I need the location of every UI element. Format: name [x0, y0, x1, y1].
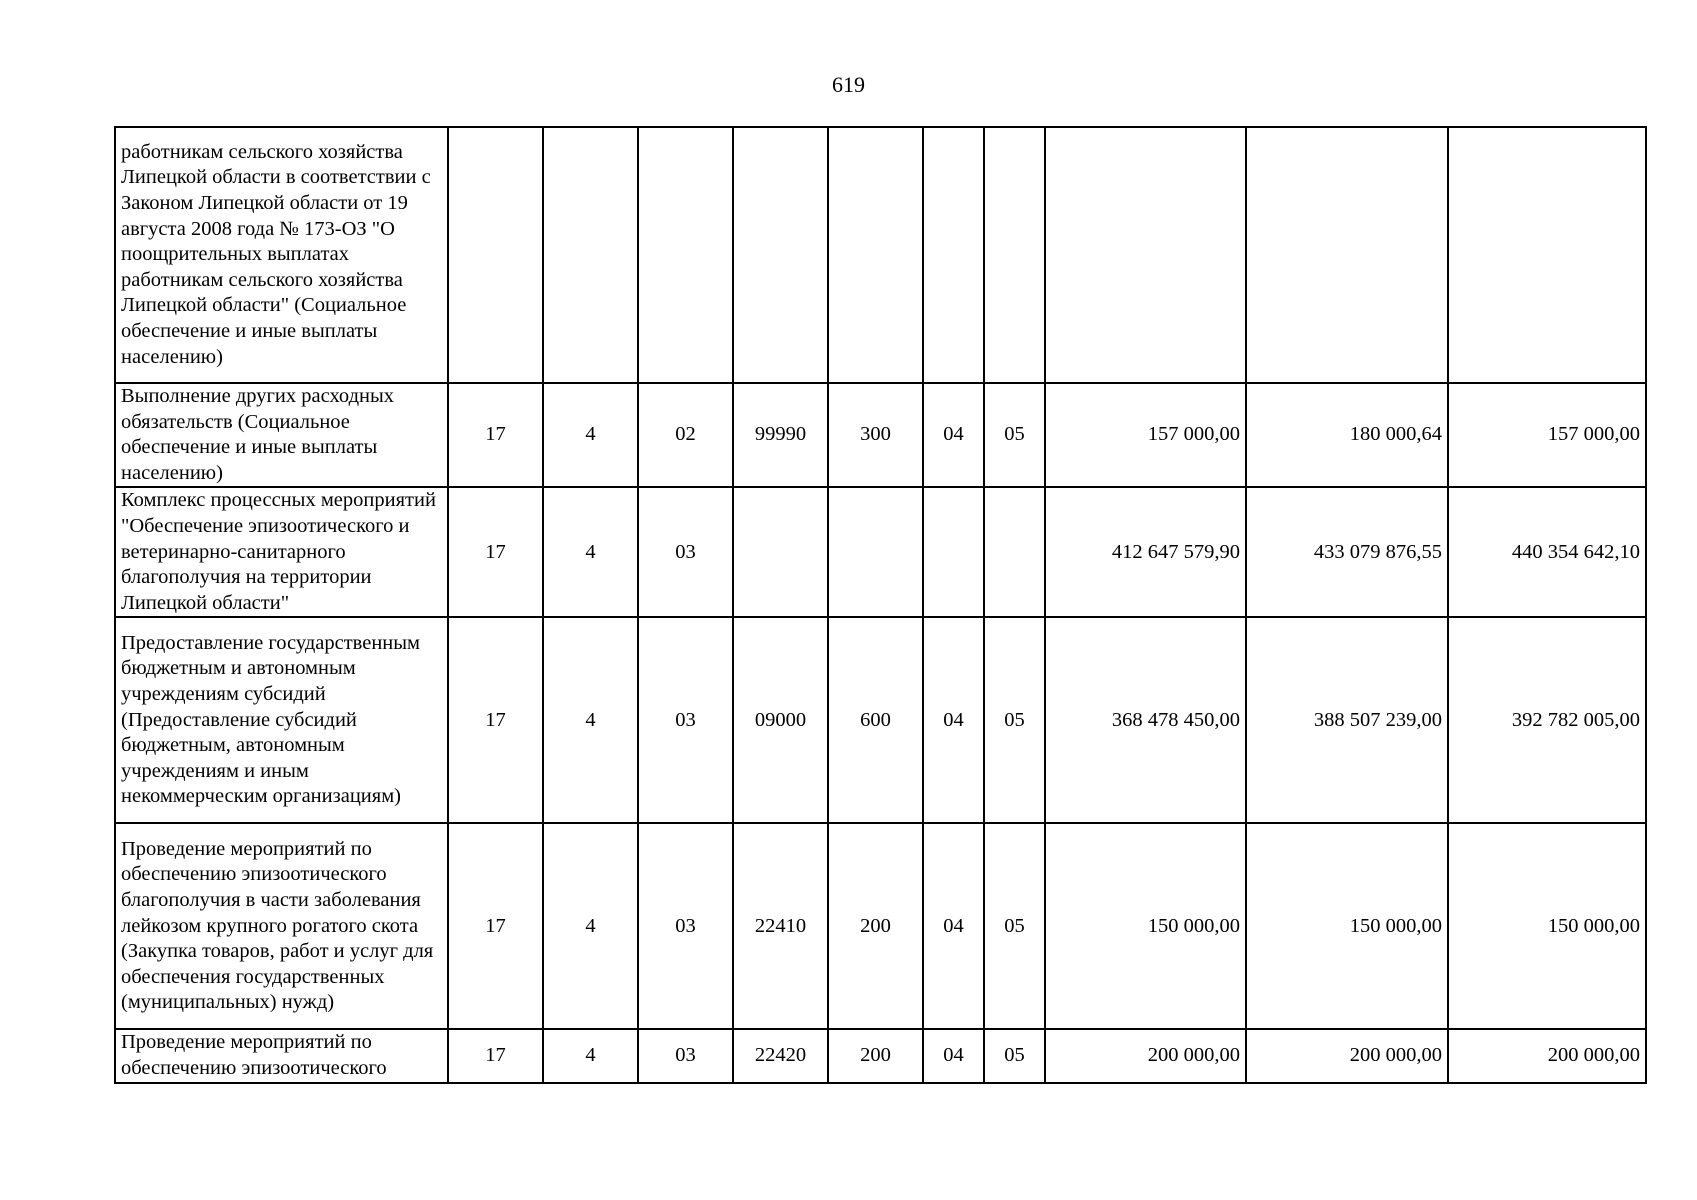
- row-name-cell: Проведение мероприятий по обеспечению эпизоотического: [115, 1029, 448, 1082]
- code-cell: 4: [543, 383, 638, 487]
- code-cell: 22410: [733, 823, 828, 1029]
- code-cell: [923, 487, 984, 617]
- code-cell: 22420: [733, 1029, 828, 1082]
- amount-cell: 440 354 642,10: [1448, 487, 1646, 617]
- code-cell: 4: [543, 1029, 638, 1082]
- code-cell: 05: [984, 823, 1045, 1029]
- code-cell: 04: [923, 1029, 984, 1082]
- code-cell: 300: [828, 383, 923, 487]
- code-cell: [828, 127, 923, 383]
- code-cell: 09000: [733, 617, 828, 823]
- row-name-cell: Комплекс процессных мероприятий "Обеспечение эпизоотического и ветеринарно-санитарного благополучия на территории Липецкой области": [115, 487, 448, 617]
- code-cell: 02: [638, 383, 733, 487]
- code-cell: 17: [448, 487, 543, 617]
- code-cell: [638, 127, 733, 383]
- code-cell: 05: [984, 1029, 1045, 1082]
- row-name-cell: Выполнение других расходных обязательств (Социальное обеспечение и иные выплаты населению): [115, 383, 448, 487]
- row-name-cell: работникам сельского хозяйства Липецкой области в соответствии с Законом Липецкой области от 19 августа 2008 года № 173-ОЗ "О поощрительных выплатах работникам сельского хозяйства Липецкой области" (Социальное обеспечение и иные выплаты населению): [115, 127, 448, 383]
- amount-cell: 433 079 876,55: [1246, 487, 1448, 617]
- code-cell: 17: [448, 383, 543, 487]
- page-number: 619: [832, 72, 865, 97]
- code-cell: 04: [923, 383, 984, 487]
- code-cell: 04: [923, 617, 984, 823]
- code-cell: 17: [448, 1029, 543, 1082]
- row-name-cell: Проведение мероприятий по обеспечению эпизоотического благополучия в части заболевания лейкозом крупного рогатого скота (Закупка товаров, работ и услуг для обеспечения государственных (муниципальных) нужд): [115, 823, 448, 1029]
- code-cell: 4: [543, 617, 638, 823]
- code-cell: 03: [638, 617, 733, 823]
- code-cell: 03: [638, 823, 733, 1029]
- code-cell: 04: [923, 823, 984, 1029]
- code-cell: 17: [448, 823, 543, 1029]
- table-row: [115, 383, 1646, 487]
- table-body: [115, 127, 1646, 1083]
- table-row: [115, 127, 1646, 383]
- amount-cell: 412 647 579,90: [1045, 487, 1246, 617]
- amount-cell: 200 000,00: [1045, 1029, 1246, 1082]
- code-cell: [984, 127, 1045, 383]
- amount-cell: 150 000,00: [1045, 823, 1246, 1029]
- code-cell: [984, 487, 1045, 617]
- amount-cell: 157 000,00: [1448, 383, 1646, 487]
- amount-cell: 200 000,00: [1246, 1029, 1448, 1082]
- amount-cell: 200 000,00: [1448, 1029, 1646, 1082]
- code-cell: 17: [448, 617, 543, 823]
- code-cell: [448, 127, 543, 383]
- code-cell: 03: [638, 1029, 733, 1082]
- code-cell: [543, 127, 638, 383]
- code-cell: 05: [984, 617, 1045, 823]
- row-name-cell: Предоставление государственным бюджетным и автономным учреждениям субсидий (Предоставление субсидий бюджетным, автономным учреждениям и иным некоммерческим организациям): [115, 617, 448, 823]
- code-cell: 200: [828, 823, 923, 1029]
- table-row: [115, 617, 1646, 823]
- table-row: [115, 1029, 1646, 1082]
- code-cell: 4: [543, 823, 638, 1029]
- table-row: [115, 487, 1646, 617]
- table-row: [115, 823, 1646, 1029]
- amount-cell: 392 782 005,00: [1448, 617, 1646, 823]
- budget-table: [114, 126, 1647, 1084]
- amount-cell: 157 000,00: [1045, 383, 1246, 487]
- code-cell: 4: [543, 487, 638, 617]
- amount-cell: 388 507 239,00: [1246, 617, 1448, 823]
- amount-cell: 150 000,00: [1448, 823, 1646, 1029]
- amount-cell: [1448, 127, 1646, 383]
- amount-cell: 368 478 450,00: [1045, 617, 1246, 823]
- amount-cell: [1246, 127, 1448, 383]
- code-cell: [733, 487, 828, 617]
- code-cell: [828, 487, 923, 617]
- code-cell: 03: [638, 487, 733, 617]
- amount-cell: 180 000,64: [1246, 383, 1448, 487]
- amount-cell: [1045, 127, 1246, 383]
- amount-cell: 150 000,00: [1246, 823, 1448, 1029]
- code-cell: 600: [828, 617, 923, 823]
- code-cell: 05: [984, 383, 1045, 487]
- code-cell: 200: [828, 1029, 923, 1082]
- code-cell: 99990: [733, 383, 828, 487]
- code-cell: [923, 127, 984, 383]
- code-cell: [733, 127, 828, 383]
